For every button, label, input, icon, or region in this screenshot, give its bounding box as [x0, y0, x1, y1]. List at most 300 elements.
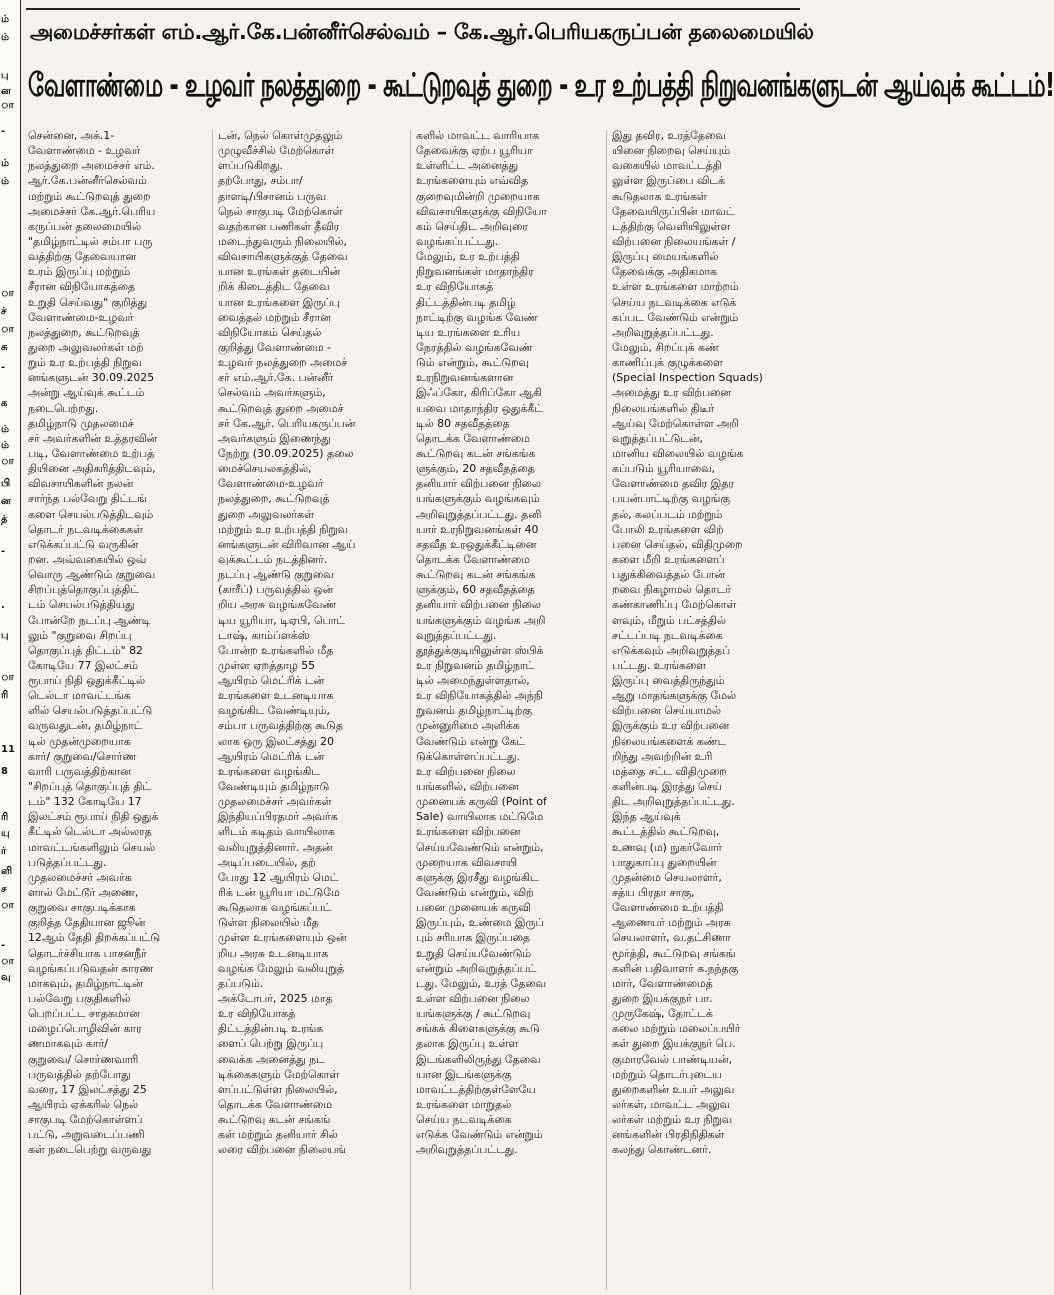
article-line: றிந்து அவற்றின் உரி — [612, 749, 713, 763]
article-line: வொரு ஆண்டும் குறுவை — [28, 568, 156, 582]
article-line: நலத்துறை, கூட்டுறவுத் — [28, 325, 140, 339]
article-line: தொடக்க வேளாண்மை — [416, 552, 530, 566]
article-line: முதலமைச்சர் அவர்க — [28, 870, 132, 884]
article-line: தொடக்க வேளாண்மை — [416, 431, 530, 445]
article-line: முன்னுரிமை அளிக்க — [416, 719, 520, 733]
strip-glyph: - — [1, 546, 6, 557]
article-line: தேவையிருப்பின் மாவட் — [612, 204, 735, 218]
article-line: Sale) வாயிலாக மட்டுமே — [416, 810, 544, 824]
article-line: உள்ளிட்ட அனைத்து — [416, 159, 519, 173]
article-line: னங்களின் பிரதிநிதிகள் — [612, 1128, 725, 1142]
article-line: வகையில் மாவட்டத்தி — [612, 159, 722, 173]
article-line: குறித்த தேதியான ஜூன் — [28, 916, 146, 930]
article-line: சர் கே.ஆர். பெரியகருப்பன் — [218, 416, 356, 430]
strip-glyph: ம் — [1, 440, 10, 451]
strip-glyph: 11 — [1, 744, 15, 755]
article-line: உர விநியோகத் — [218, 1007, 296, 1021]
article-line: சம்பா பருவத்திற்கு கூடுத — [218, 719, 343, 733]
article-line: யான இடங்களுக்கு — [416, 1067, 512, 1081]
article-line: துறை இயக்குநர் பா. — [612, 992, 713, 1006]
article-line: எடுக்க வேண்டும் என்றும் — [416, 1128, 543, 1142]
article-line: "தமிழ்நாட்டில் சம்பா பரு — [28, 234, 153, 248]
article-line: ளில் செயல்படுத்தப்பட்டு — [28, 704, 153, 718]
article-line: தப்படும். — [218, 976, 264, 990]
article-line: எடுக்கப்பட்டு வருகின் — [28, 537, 139, 551]
article-line: கூட்டுறவு கடன் சங்கங் — [218, 1113, 331, 1127]
article-line: இது தவிர, உரத்தேவை — [612, 129, 726, 142]
article-line: யங்களுக்கும் வழங்க அறி — [416, 613, 546, 627]
article-line: வுறுத்தப்பட்டுடன், — [612, 431, 704, 445]
strip-glyph: ம் — [1, 32, 10, 43]
article-line: விற்பனை நிலையங்கள் / — [612, 234, 736, 248]
article-line: லும் "குறுவை சிறப்பு — [28, 628, 132, 642]
article-line: முறையாக விவசாயி — [416, 855, 517, 869]
strip-glyph: ா — [1, 456, 14, 467]
kicker-headline: அமைச்சர்கள் எம்.ஆர்.கே.பன்னீர்செல்வம் – கே.ஆர்.பெரியகருப்பன் தலைமையில் — [30, 20, 814, 44]
article-line: வேளாண்மை தவிர இதர — [612, 477, 734, 491]
article-line: கூட்டுறவு கடன் சங்கங்க — [416, 446, 536, 460]
article-line: றவை நிகழாமல் தொடர் — [612, 583, 731, 597]
strip-glyph: ா — [1, 900, 14, 911]
strip-glyph: ரி — [1, 690, 9, 701]
article-line: யங்களுக்கும் வழங்கவும் — [416, 492, 540, 506]
article-line: சங்கக் கிளைகளுக்கு கூடு — [416, 1022, 540, 1036]
article-line: செய்யவேண்டும் என்றும், — [416, 840, 544, 854]
article-line: வேளாண்மை உற்பத்தி — [612, 901, 724, 915]
article-line: சீரான விநியோகத்தை — [28, 280, 135, 294]
article-line: றிக் கிடைத்திட தேவை — [218, 280, 330, 294]
article-line: ஆர்.கே.பன்னீர்செல்வம் — [28, 174, 147, 188]
article-line: உறுதி செய்யவேண்டும் — [416, 946, 532, 960]
article-line: வாரி பருவத்திற்கான — [28, 764, 131, 778]
article-line: இந்தியப்பிரதமர் அவர்க — [218, 810, 338, 824]
article-line: மத்தை சட்ட விதிமுறை — [612, 764, 727, 778]
article-column-1 — [28, 128, 210, 1292]
strip-glyph: ம் — [1, 158, 10, 169]
article-line: றிய அரசு வழங்கவேண் — [218, 598, 337, 612]
article-line: களை செயல்படுத்திடவும் — [28, 507, 154, 521]
article-line: வழங்கப்பட்டது. — [416, 234, 499, 248]
article-line: யவை மாதாந்திர ஒதுக்கீட் — [416, 401, 543, 415]
article-line: செல்வம் அவர்களும், — [218, 386, 326, 400]
article-line: தூத்துக்குடியிலுள்ள ஸ்பிக் — [416, 643, 544, 657]
article-line: உர விநியோகத் — [416, 280, 494, 294]
article-line: துறை அலுவலர்கள் மற் — [28, 340, 144, 354]
article-line: கள் மற்றும் தனியார் சில் — [218, 1128, 338, 1142]
article-line: கள் துறை இயக்குநர் பெ. — [612, 1037, 736, 1051]
article-line: வழங்கிட வேண்டியும், — [218, 704, 331, 718]
strip-glyph: க — [1, 398, 8, 409]
article-line: பயன்பாட்டிற்கு வழங்கு — [612, 492, 730, 506]
article-line: அமைத்து உர விற்பனை — [612, 386, 731, 400]
article-line: திட்டத்தின்படி உரங்க — [218, 1022, 324, 1036]
article-line: உரங்களையும் எவ்வித — [416, 174, 529, 188]
article-line: குறுவை/ சொர்ணவாரி — [28, 1052, 139, 1066]
article-line: குறுவை சாகுபடிக்காக — [28, 901, 136, 915]
article-line: நிலையங்களைக் கண்ட — [612, 734, 727, 748]
article-line: டம்" 132 கோடியே 17 — [28, 795, 142, 809]
article-line: காணிப்புக் குழுக்களை — [612, 356, 723, 370]
article-line: யங்களில், விற்பனை — [416, 780, 519, 794]
article-line: டம் செயல்படுத்தியது — [28, 598, 135, 612]
article-line: டது. மேலும், உரத் தேவை — [416, 976, 547, 990]
article-line: ளப்பட்டுள்ள நிலையில், — [218, 1082, 338, 1096]
article-line: உர விநியோகத்தில் அந்நி — [416, 689, 543, 703]
column-divider — [212, 130, 213, 1290]
article-line: கூட்டுறவுத் துறை அமைச் — [218, 401, 344, 415]
article-line: றிய அரசு உடனடியாக — [218, 946, 329, 960]
article-line: அமைச்சர் கே.ஆர்.பெரிய — [28, 204, 156, 218]
article-line: களின் பதிவாளர் க.நந்தகு — [612, 961, 739, 975]
article-line: றுவனம் தமிழ்நாட்டிற்கு — [416, 704, 532, 718]
article-line: ளுக்கும், 60 சதவீதத்தை — [416, 583, 535, 597]
strip-glyph: யு — [1, 828, 10, 839]
adjacent-column-strip — [0, 0, 21, 1295]
article-line: ஆய்வு மேற்கொள்ள அறி — [612, 416, 739, 430]
strip-glyph: ளி — [1, 866, 13, 877]
article-line: பெறப்பட்ட சாதகமான — [28, 1007, 140, 1021]
article-line: சென்னை, அக்.1- — [28, 129, 115, 142]
article-line: தனியார் விற்பனை நிலை — [416, 598, 541, 612]
article-column-2 — [218, 128, 400, 1292]
article-line: நாட்டிற்கு வழங்க வேண் — [416, 310, 538, 324]
article-line: மடைந்துவரும் நிலையில், — [218, 234, 347, 248]
article-line: உரங்களை மாறுதல் — [416, 1098, 512, 1111]
strip-glyph: ா — [1, 288, 14, 299]
article-line: முள்ள ஏறத்தாழ 55 — [218, 658, 316, 672]
article-line: லரை விற்பனை நிலையங் — [218, 1143, 346, 1157]
strip-glyph: பு — [1, 70, 9, 81]
article-line: போலி உரங்களை விற் — [612, 522, 724, 536]
article-line: தொகுப்புத் திட்டம்" 82 — [28, 643, 143, 657]
article-line: முதன்மை செயலாளர், — [612, 870, 722, 884]
article-line: கீட்டில் டெல்டா அல்லாத — [28, 825, 152, 839]
article-line: பனை முனையக் கருவி — [416, 901, 531, 915]
strip-glyph: - — [1, 126, 6, 137]
article-line: விநியோகம் செய்தல் — [218, 325, 322, 339]
article-line: ஆயிரம் மெட்ரிக் டன் — [218, 749, 325, 763]
article-line: வேண்டும் என்று கேட் — [416, 734, 525, 748]
article-line: மானிய விலையில் வழங்க — [612, 446, 744, 460]
strip-glyph: வு — [1, 972, 11, 983]
article-line: வேளாண்மை - உழவர் — [28, 144, 141, 158]
article-line: மாகவும், தமிழ்நாட்டின் — [28, 976, 143, 990]
article-line: யினை நிறைவு செய்யும் — [612, 144, 731, 158]
article-line: லாக ஒரு இலட்சத்து 20 — [218, 734, 335, 748]
article-line: சிறப்புத்தொகுப்புத்திட் — [28, 583, 140, 597]
article-line: தேவைக்கு ஏற்ப யூரியா — [416, 144, 533, 158]
article-line: வதற்கான பணிகள் தீவிர — [218, 219, 340, 233]
strip-glyph: ச் — [1, 306, 7, 317]
article-line: வரை, 17 இலட்சத்து 25 — [28, 1082, 147, 1096]
article-line: அக்டோபர், 2025 மாத — [218, 992, 333, 1006]
article-line: சர் எம்.ஆர்.கே. பன்னீர் — [218, 371, 334, 385]
article-line: நடப்பு ஆண்டு குறுவை — [218, 568, 334, 582]
strip-glyph: ம் — [1, 176, 10, 187]
article-line: நடைபெற்றது. — [28, 401, 99, 415]
article-line: தல், கலப்படம் மற்றும் — [612, 507, 723, 521]
article-line: உள்ள விற்பனை நிலை — [416, 992, 530, 1006]
article-line: போன்றே நடப்பு ஆண்டி — [28, 613, 151, 627]
article-line: தேவைக்கு அதிகமாக — [612, 265, 718, 279]
article-line: வத்திற்கு தேவையான — [28, 250, 137, 264]
article-line: எடுக்கவும் அறிவுறுத்தப் — [612, 643, 731, 657]
strip-glyph: ம் — [1, 424, 10, 435]
strip-glyph: ர் — [1, 846, 7, 857]
article-line: கூடுதலாக உரங்கள் — [612, 189, 707, 203]
article-line: கள் நடைபெற்று வருவது — [28, 1143, 152, 1157]
article-line: உரம் இருப்பு மற்றும் — [28, 265, 131, 279]
article-line: மாவட்டத்திற்குள்ளேயே — [416, 1082, 536, 1096]
article-line: சத்ய பிரதா சாகு, — [612, 886, 695, 900]
article-line: டும் என்றும், கூட்டுறவு — [416, 356, 529, 370]
strip-glyph: . — [1, 600, 5, 611]
article-line: பதுக்கிவைத்தல் போன் — [612, 568, 725, 582]
article-line: வேளாண்மை-உழவர் — [218, 477, 324, 491]
article-line: வுக்கூட்டம் நடத்தினர். — [218, 552, 328, 566]
article-line: இருப்பு வைத்திருந்தும் — [612, 674, 725, 688]
article-line: உணவு (ம) நுகர்வோர் — [612, 840, 722, 854]
article-line: உரங்களை உடனடியாக — [218, 689, 334, 703]
article-column-4 — [612, 128, 798, 1292]
article-line: போது 12 ஆயிரம் மெட் — [218, 870, 339, 884]
article-line: குறைவுமின்றி முறையாக — [416, 189, 540, 203]
article-line: வுறுத்தப்பட்டது. — [416, 628, 497, 642]
column-divider — [410, 130, 411, 1290]
article-line: நிலையங்களில் திடீர் — [612, 401, 715, 415]
strip-glyph: சு — [1, 342, 8, 353]
article-line: நேரத்தில் வழங்கவேண் — [416, 340, 533, 354]
article-line: பாதுகாப்பு துறையின் — [612, 855, 717, 869]
article-line: கப்படும் யூரியாவை, — [612, 462, 715, 476]
article-line: லர்கள், மாவட்ட அலுவ — [612, 1098, 730, 1111]
article-line: "சிறப்புத் தொகுப்புத் திட் — [28, 780, 151, 794]
article-line: கப்பட வேண்டும் என்றும் — [612, 310, 739, 324]
article-line: தனியார் விற்பனை நிலை — [416, 477, 541, 491]
strip-glyph: - — [1, 940, 6, 951]
article-line: பட்டது. உரங்களை — [612, 658, 706, 672]
article-line: ளைப் பெற்று இருப்பு — [218, 1037, 324, 1051]
strip-glyph: த் — [1, 514, 8, 525]
article-line: உழவர் நலத்துறை அமைச் — [218, 356, 348, 370]
article-line: ஆயிரம் மெட்ரிக் டன் — [218, 674, 325, 688]
article-line: டில் முதன்முறையாக — [28, 734, 131, 748]
article-line: வேண்டியும் தமிழ்நாடு — [218, 780, 330, 794]
article-line: தியினை அதிகரித்திடவும், — [28, 462, 156, 476]
article-line: டெல்டா மாவட்டங்க — [28, 689, 131, 703]
strip-glyph: ம் — [1, 14, 10, 25]
article-line: ணமாகவும் கார்/ — [28, 1037, 108, 1051]
article-line: ளால் மேட்டூர் அணை, — [28, 886, 139, 900]
article-line: யங்களுக்கு / கூட்டுறவு — [416, 1007, 531, 1021]
article-line: (காரீப்) பருவத்தில் ஒன் — [218, 583, 334, 597]
article-line: லர்கள் மற்றும் உர நிறுவ — [612, 1113, 733, 1127]
article-line: மழைப்பொழிவின் கார — [28, 1022, 142, 1036]
article-line: அறிவுறுத்தப்பட்டது. தனி — [416, 507, 542, 521]
article-column-3 — [416, 128, 598, 1292]
article-line: வைக்க அனைத்து நட — [218, 1052, 325, 1066]
article-line: பும் சரியாக இருப்பதை — [416, 931, 530, 945]
article-line: என்றும் அறிவுறுத்தப்பட் — [416, 961, 537, 975]
article-line: கண்காணிப்பு மேற்கொள் — [612, 598, 737, 612]
article-line: ஆறு மாதங்களுக்கு மேல் — [612, 689, 737, 703]
article-line: ரூபாய் நிதி ஒதுக்கீட்டில் — [28, 674, 146, 688]
article-line: கோடியே 77 இலட்சம் — [28, 658, 139, 672]
article-line: படி, வேளாண்மை உற்பத் — [28, 446, 155, 460]
article-line: சர் அவர்களின் உத்தரவின் — [28, 431, 158, 445]
article-line: விவசாயிகளுக்குத் தேவை — [218, 250, 348, 264]
strip-glyph: பு — [1, 630, 9, 641]
article-line: டுள்ள நிலையில் மீத — [218, 916, 319, 930]
article-line: செய்ய நடவடிக்கை எடுக் — [612, 295, 737, 309]
article-line: நிறுவனங்கள் மாதாந்திர — [416, 265, 534, 279]
article-line: மற்றும் கூட்டுறவுத் துறை — [28, 189, 151, 203]
article-line: டுக்கொள்ளப்பட்டது. — [416, 749, 520, 763]
strip-glyph: ா — [1, 100, 14, 111]
article-line: உறுதி செய்வது" குறித்து — [28, 295, 148, 309]
article-line: ளப்படுகிறது. — [218, 159, 283, 173]
article-line: முனையக் கருவி (Point of — [416, 795, 547, 809]
article-line: இடங்களிலிருந்து தேவை — [416, 1052, 541, 1066]
article-line: அவர்களும் இணைந்து — [218, 431, 331, 445]
article-line: விற்பனை செய்யாமல் — [612, 704, 721, 718]
article-line: தமிழ்நாடு முதலமைச் — [28, 416, 134, 430]
article-line: மற்றும் தொடர்புடைய — [612, 1067, 722, 1081]
article-line: லுள்ள இருப்பை விடக் — [612, 174, 726, 188]
article-line: இஃப்கோ, கிரிப்கோ ஆகி — [416, 386, 542, 400]
article-line: டிய யூரியா, டிஏபி, பொட் — [218, 613, 345, 627]
article-line: சாகுபடி மேற்கொள்ளப் — [28, 1113, 143, 1127]
article-line: விவசாயிகளுக்கு விநியோ — [416, 204, 547, 218]
article-line: கலந்து கொண்டனர். — [612, 1143, 712, 1157]
article-line: ரிக் டன் யூரியா மட்டுமே — [218, 886, 340, 900]
article-line: களின்படி இரத்து செய் — [612, 780, 722, 794]
strip-glyph: ா — [1, 956, 14, 967]
article-line: மூர்த்தி, கூட்டுறவு சங்கங் — [612, 946, 736, 960]
article-line: செயலாளர், வ.தட்சிணா — [612, 931, 731, 945]
article-line: இந்த ஆய்வுக் — [612, 810, 681, 824]
article-line: தொடர்ச்சியாக பாசனநீர் — [28, 946, 147, 960]
article-line: கூட்டத்தில் கூட்டுறவு, — [612, 825, 720, 839]
article-line: வலியுறுத்தினார். அதன் — [218, 840, 333, 854]
article-line: இலட்சம் ரூபாய் நிதி ஒதுக் — [28, 810, 159, 824]
article-line: சார்ந்த பல்வேறு திட்டங் — [28, 492, 147, 506]
article-line: டன், நெல் கொள்முதலும் — [218, 129, 343, 142]
article-line: வழங்கப்படுவதன் காரண — [28, 961, 154, 975]
article-line: ளிடம் கடிதம் வாயிலாக — [218, 825, 335, 839]
main-headline: வேளாண்மை - உழவர் நலத்துறை - கூட்டுறவுத் துறை - உர உற்பத்தி நிறுவனங்களுடன் ஆய்வுக் கூட்டம்! — [28, 67, 1054, 105]
article-line: டாஷ், காம்ப்ளக்ஸ் — [218, 628, 310, 642]
article-line: உர நிறுவனம் தமிழ்நாட் — [416, 658, 535, 672]
article-line: அடிப்படையில், தற் — [218, 855, 316, 869]
article-line: உர விற்பனை நிலை — [416, 764, 516, 778]
article-line: டில் அமைந்துள்ளதால், — [416, 674, 530, 688]
top-frame — [26, 0, 800, 10]
article-line: தாளடி/பிசானம் பருவ — [218, 189, 327, 203]
article-line: டில் 80 சதவீதத்தை — [416, 416, 510, 430]
column-divider — [606, 130, 607, 1290]
article-line: னங்களுடன் 30.09.2025 — [28, 371, 155, 385]
article-line: கலை மற்றும் மலைப்பயிர் — [612, 1022, 741, 1036]
article-line: படுத்தப்பட்டது. — [28, 855, 107, 869]
article-line: (Special Inspection Squads) — [612, 371, 763, 385]
article-line: துறை அலுவலர்கள் — [218, 507, 314, 521]
article-line: போன்ற உரங்களில் மீத — [218, 643, 334, 657]
article-line: முருகேஷ், தோட்டக் — [612, 1007, 713, 1021]
article-line: பல்வேறு பகுதிகளில் — [28, 992, 131, 1006]
article-line: யான உரங்கள் தடையின் — [218, 265, 341, 279]
article-line: சதவீத உரஒதுக்கீட்டினை — [416, 537, 537, 551]
article-line: டிக்கைகளும் மேற்கொள் — [218, 1067, 340, 1081]
article-line: களை மீறி உரங்களைப் — [612, 552, 725, 566]
strip-glyph: ா — [1, 672, 14, 683]
strip-glyph: ன — [1, 86, 11, 97]
article-line: டிய உரங்களை உரிய — [416, 325, 521, 339]
article-line: குறித்து வேளாண்மை - — [218, 340, 331, 354]
article-line: ளவும், மீறும் பட்சத்தில் — [612, 613, 726, 627]
article-line: மைச்செயலகத்தில், — [218, 462, 312, 476]
article-line: திட்டத்தின்படி தமிழ் — [416, 295, 516, 309]
strip-glyph: ரி — [1, 812, 9, 823]
article-line: செய்ய நடவடிக்கை — [416, 1113, 512, 1127]
article-line: மார், வேளாண்மைத் — [612, 976, 713, 990]
strip-glyph: ா — [1, 324, 14, 335]
article-line: வைத்தல் மற்றும் சீரான — [218, 310, 331, 324]
article-line: ஆணையர் மற்றும் அரசு — [612, 916, 731, 930]
article-line: முதலமைச்சர் அவர்கள் — [218, 795, 332, 809]
strip-glyph: பி — [1, 478, 11, 489]
article-line: மாவட்டங்களிலும் செயல் — [28, 840, 156, 854]
article-line: பட்டு, அறுவடைப்பணி — [28, 1128, 145, 1142]
article-line: மற்றும் உர உற்பத்தி நிறுவ — [218, 522, 348, 536]
article-line: முள்ள உரங்களையும் ஒன் — [218, 931, 347, 945]
article-line: தலாக இருப்பு உள்ள — [416, 1037, 519, 1051]
article-line: வேளாண்மை-உழவர் — [28, 310, 134, 324]
article-line: தொடக்க வேளாண்மை — [218, 1098, 332, 1111]
article-line: பருவத்தில் தற்போது — [28, 1067, 131, 1081]
article-line: அறிவுறுத்தப்பட்டது. — [416, 1143, 518, 1157]
article-line: வேண்டும் என்றும், விற் — [416, 886, 534, 900]
article-line: முழுவீச்சில் மேற்கொள் — [218, 144, 335, 158]
strip-glyph: 8 — [1, 766, 8, 777]
article-line: அன்று ஆய்வுக் கூட்டம் — [28, 386, 145, 400]
article-line: யான உரங்களை இருப்பு — [218, 295, 340, 309]
article-line: றன. அவ்வகையில் ஒவ் — [28, 552, 147, 566]
article-line: நலத்துறை அமைச்சர் எம். — [28, 159, 155, 173]
article-line: விவசாயிகளின் நலன் — [28, 477, 134, 491]
article-line: உள்ள உரங்களை மாற்றம் — [612, 280, 739, 294]
article-line: உரங்களை வழங்கிட — [218, 764, 320, 778]
article-line: அறிவுறுத்தப்பட்டது. — [612, 325, 714, 339]
article-line: 12ஆம் தேதி திறக்கப்பட்டு — [28, 931, 160, 945]
article-line: களில் மாவட்ட வாரியாக — [416, 129, 540, 142]
article-line: திட அறிவுறுத்தப்பட்டது. — [612, 795, 735, 809]
article-line: பனை செய்தல், விதிமுறை — [612, 537, 743, 551]
article-line: கார்/ குறுவை/சொர்ண — [28, 749, 137, 763]
article-line: துறைகளின் உயர் அலுவ — [612, 1082, 735, 1096]
article-line: வருவதுடன், தமிழ்நாட் — [28, 719, 143, 733]
article-line: இருப்பு மையங்களில் — [612, 250, 719, 264]
article-line: ளுக்கும், 20 சதவீதத்தை — [416, 462, 535, 476]
article-line: நெல் சாகுபடி மேற்கொள் — [218, 204, 343, 218]
article-line: இருக்கும் உர விற்பனை — [612, 719, 730, 733]
article-line: தொடர் நடவடிக்கைகள் — [28, 522, 143, 536]
article-line: நேற்று (30.09.2025) தலை — [218, 446, 354, 460]
article-line: யார் உரநிறுவனங்கள் 40 — [416, 522, 539, 536]
article-line: னங்களுடன் விரிவான ஆய் — [218, 537, 356, 551]
article-line: கூட்டுறவு கடன் சங்கங்க — [416, 568, 536, 582]
article-line: உரங்களை விற்பனை — [416, 825, 521, 839]
